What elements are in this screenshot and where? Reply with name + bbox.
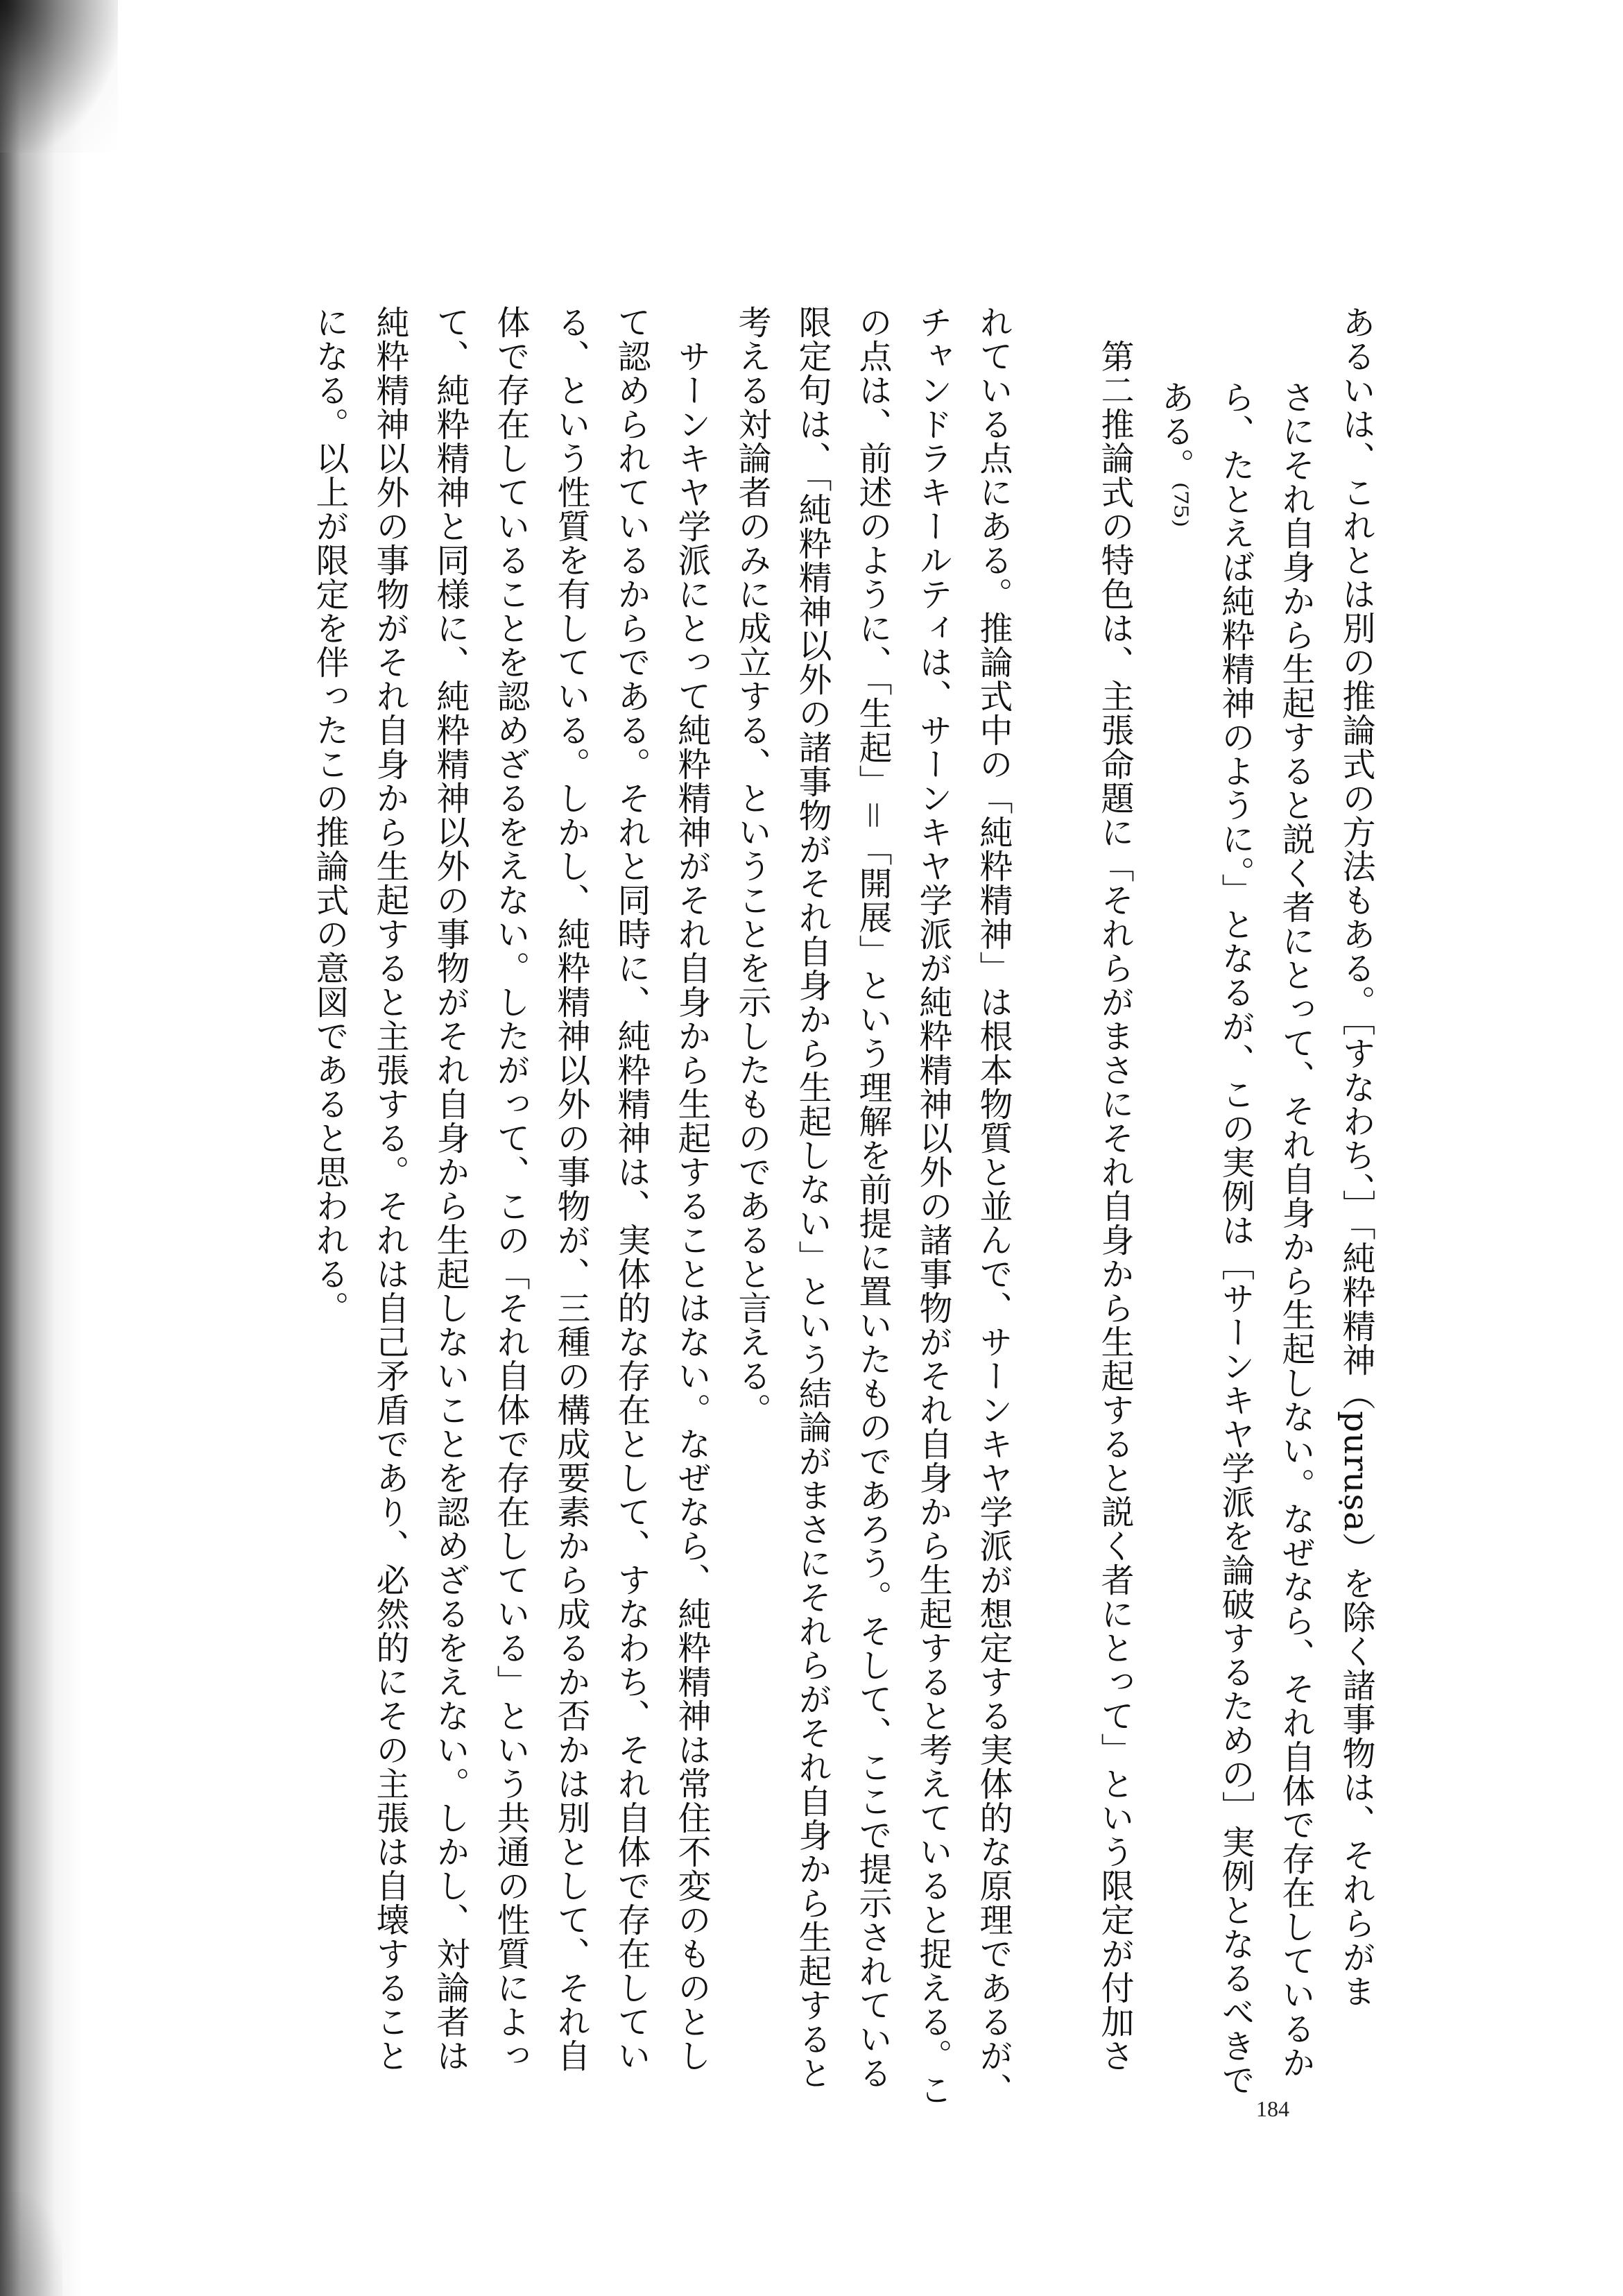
text-column: 考える対論者のみに成立する、ということを示したものであると言える。 xyxy=(732,305,771,1427)
text-column: れている点にある。推論式中の「純粋精神」は根本物質と並んで、サーンキヤ学派が想定する実体的な原理であるが、 xyxy=(974,305,1013,2107)
text-column: ある。⁽⁷⁵⁾ xyxy=(1156,380,1194,529)
text-column: 限定句は、「純粋精神以外の諸事物がそれ自身から生起しない」という結論がまさにそれらがそれ自身から生起すると xyxy=(793,305,832,2090)
text-column: て認められているからである。それと同時に、純粋精神は、実体的な存在として、すなわち、それ自体で存在してい xyxy=(612,305,651,2073)
text-column: チャンドラキールティは、サーンキヤ学派が純粋精神以外の諸事物がそれ自身から生起すると考えていると捉える。こ xyxy=(913,305,952,2107)
text-column: ら、たとえば純粋精神のように。」となるが、この実例は［サーンキヤ学派を論破するための］実例となるべきで xyxy=(1216,380,1255,2097)
scan-bottom-shadow xyxy=(0,2192,62,2296)
text-column: 純粋精神以外の事物がそれ自身から生起すると主張する。それは自己矛盾であり、必然的にその主張は自壊すること xyxy=(370,305,409,2073)
text-column: 体で存在していることを認めざるをえない。したがって、この「それ自体で存在している」という共通の性質によっ xyxy=(491,305,530,2073)
text-column: サーンキヤ学派にとって純粋精神がそれ自身から生起することはない。なぜなら、純粋精神は常住不変のものとし xyxy=(672,305,711,2073)
text-column: る、という性質を有している。しかし、純粋精神以外の事物が、三種の構成要素から成るか否かは別として、それ自 xyxy=(551,305,590,2073)
scan-edge-shadow xyxy=(0,0,83,2296)
text-column: あるいは、これとは別の推論式の方法もある。［すなわち、］「純粋精神（puruṣa）を除く諸事物は、それらがま xyxy=(1337,305,1375,2008)
text-column: 第二推論式の特色は、主張命題に「それらがまさにそれ自身から生起すると説く者にとって」という限定が付加さ xyxy=(1095,305,1134,2073)
text-column: さにそれ自身から生起すると説く者にとって、それ自身から生起しない。なぜなら、それ自体で存在しているか xyxy=(1276,380,1315,2080)
page-number: 184 xyxy=(1256,2096,1289,2121)
text-column: になる。以上が限定を伴ったこの推論式の意図であると思われる。 xyxy=(310,305,349,1325)
text-column: の点は、前述のように、「生起」＝「開展」という理解を前提に置いたものであろう。そして、ここで提示されている xyxy=(853,305,892,2090)
vertical-text-body xyxy=(182,305,1375,2107)
scan-corner-shadow xyxy=(0,0,118,153)
text-column: て、純粋精神と同様に、純粋精神以外の事物がそれ自身から生起しないことを認めざるをえない。しかし、対論者は xyxy=(431,305,470,2073)
